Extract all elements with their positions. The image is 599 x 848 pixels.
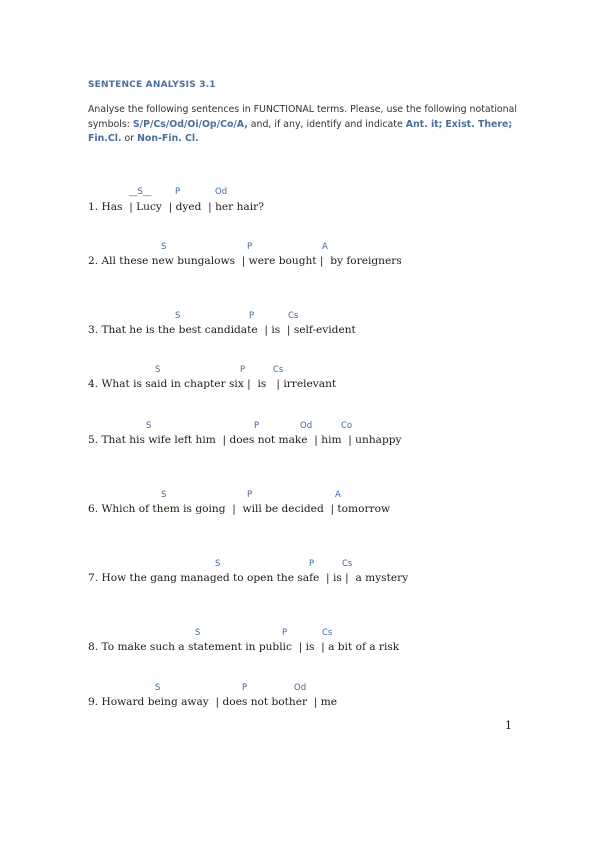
function-tag-object: Od [294,683,307,693]
function-tag-adverbial: A [322,242,328,252]
function-tag-subject: S [195,628,201,638]
sentence-2: 2. All these new bungalows | were bought | by foreigners [88,255,402,267]
function-tag-predicator: P [175,187,181,197]
function-tag-predicator: P [282,628,288,638]
instructions-paragraph [88,103,528,147]
instructions-text-2: and, if any, identify and indicate [247,118,406,130]
page-title: SENTENCE ANALYSIS 3.1 [88,80,216,90]
function-tag-predicator: P [240,365,246,375]
sentence-4: 4. What is said in chapter six | is | irrelevant [88,378,337,390]
sentence-5: 5. That his wife left him | does not make | him | unhappy [88,434,402,446]
function-tag-subject: S [161,490,167,500]
function-tag-object: Od [215,187,228,197]
function-tag-predicator: P [242,683,248,693]
sentence-3: 3. That he is the best candidate | is | self-evident [88,324,356,336]
function-tag-complement: Cs [342,559,353,569]
function-tag-subject: S [155,683,161,693]
sentence-1: 1. Has | Lucy | dyed | her hair? [88,201,264,213]
sentence-7: 7. How the gang managed to open the safe | is | a mystery [88,572,409,584]
function-tag-subject: S [215,559,221,569]
non-fin-cl-label: Non-Fin. Cl. [137,133,199,144]
sentence-8: 8. To make such a statement in public | is | a bit of a risk [88,641,400,653]
function-tag-adverbial: A [335,490,341,500]
function-tag-predicator: P [247,490,253,500]
instructions-text-3: or [121,133,138,144]
fin-cl-label: Fin.Cl. [88,133,122,144]
function-tag-object: Od [300,421,313,431]
sentence-6: 6. Which of them is going | will be decided | tomorrow [88,503,391,515]
function-tag-predicator: P [309,559,315,569]
function-tag-subject: __S__ [129,187,152,197]
instructions-text: Analyse the following sentences in FUNCTIONAL terms. Please, use the following notational symbols: [88,104,517,130]
page-number: 1 [505,719,512,732]
function-tag-complement: Cs [273,365,284,375]
function-tag-subject: S [146,421,152,431]
notation-symbols: S/P/Cs/Od/Oi/Op/Co/A, [132,118,248,130]
function-tag-subject: S [175,311,181,321]
function-tag-complement: Cs [322,628,333,638]
exist-there-label: Exist. There; [445,118,513,130]
function-tag-subject: S [155,365,161,375]
sentence-9: 9. Howard being away | does not bother | me [88,696,338,708]
function-tag-subject: S [161,242,167,252]
function-tag-object-complement: Co [341,421,353,431]
function-tag-complement: Cs [288,311,299,321]
function-tag-predicator: P [254,421,260,431]
function-tag-predicator: P [249,311,255,321]
function-tag-predicator: P [247,242,253,252]
ant-it-label: Ant. it; [405,118,443,130]
